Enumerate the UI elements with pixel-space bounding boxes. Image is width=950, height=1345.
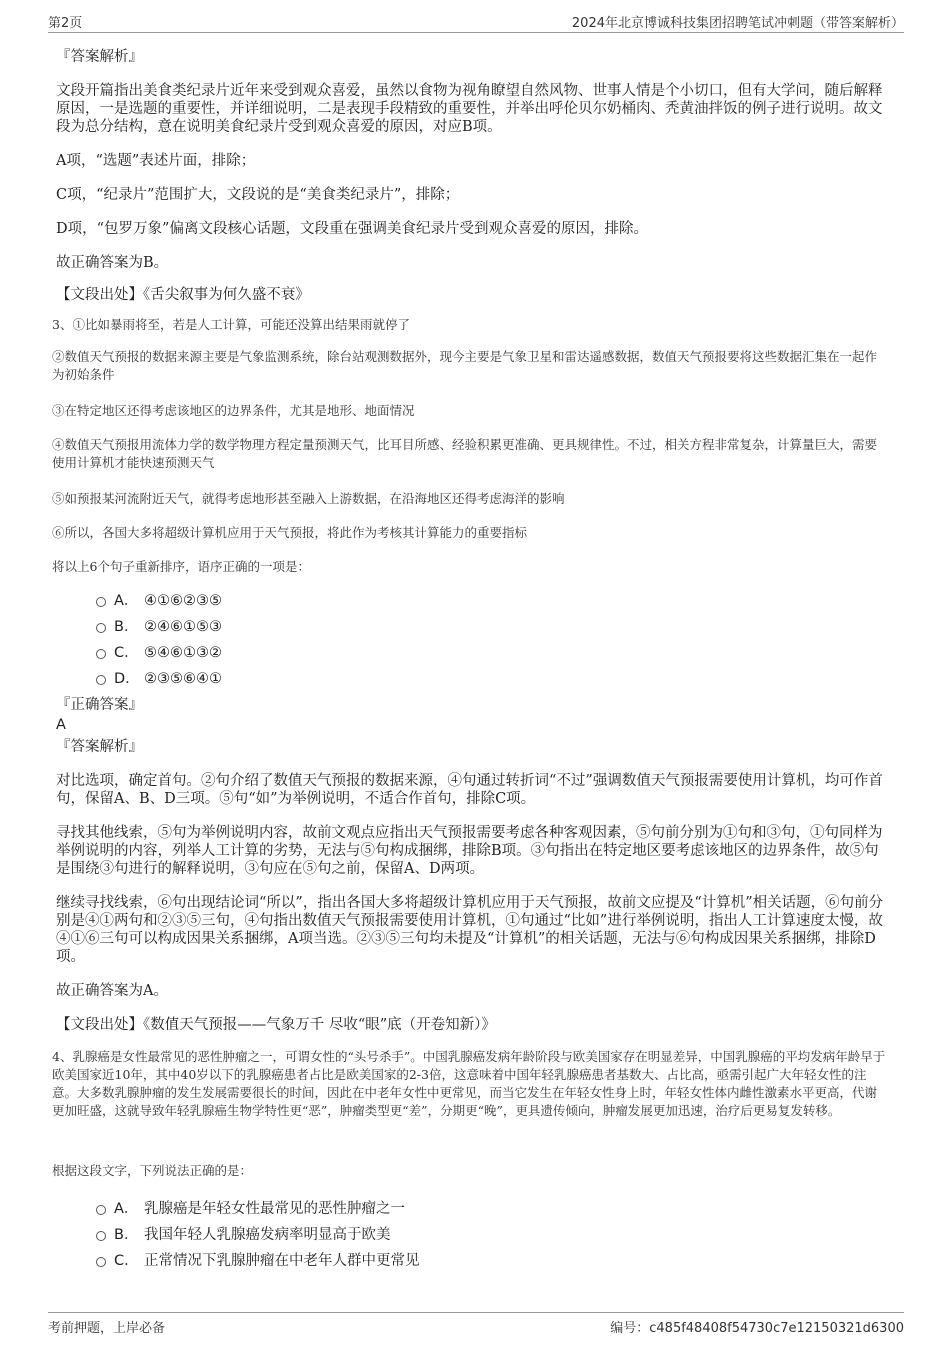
- q4-option-b[interactable]: B． 我国年轻人乳腺癌发病率明显高于欧美: [56, 1222, 656, 1248]
- radio-button-icon[interactable]: [96, 597, 106, 607]
- q3-option-d[interactable]: D． ②③⑤⑥④①: [56, 666, 656, 692]
- q3-source: 【文段出处】《数值天气预报——气象万千 尽收“眼”底（开卷知新）》: [56, 1017, 496, 1033]
- q2-analysis-paragraph: 文段开篇指出美食类纪录片近年来受到观众喜爱，虽然以食物为视角瞭望自然风物、世事人情是个小切口，但有大学问，随后解释原因，一是选题的重要性，并详细说明，二是表现手段精致的重要性，并举出呼伦贝尔奶桶肉、秃黄油拌饭的例子进行说明。故文段为总分结构，意在说明美食纪录片受到观众喜爱的原因，对应B项。: [56, 83, 883, 135]
- q2-source: 【文段出处】《舌尖叙事为何久盛不衰》: [56, 287, 310, 303]
- q3-option-b[interactable]: B． ②④⑥①⑤③: [56, 614, 656, 640]
- q3-sentence: ②数值天气预报的数据来源主要是气象监测系统，除台站观测数据外，现今主要是气象卫星和雷达遥感数据，数值天气预报要将这些数据汇集在一起作为初始条件: [52, 349, 878, 382]
- q3-answer: A: [56, 717, 66, 733]
- document-id: 编号：c485f48408f54730c7e12150321d6300: [610, 1321, 904, 1336]
- radio-button-icon[interactable]: [96, 1205, 106, 1215]
- q4-passage: 4、乳腺癌是女性最常见的恶性肿瘤之一，可谓女性的“头号杀手”。中国乳腺癌发病年龄阶段与欧美国家存在明显差异，中国乳腺癌的平均发病年龄早于欧美国家近10年，其中40岁以下的乳腺癌患者占比是欧美国家的2-3倍，这意味着中国年轻乳腺癌患者基数大、占比高，亟需引起广大年轻女性的注意。大多数乳腺肿瘤的发生发展需要很长的时间，因此在中老年女性中更常见，而当它发生在年轻女性身上时，年轻女性体内雌性激素水平更高，代谢更加旺盛，这就导致年轻乳腺癌生物学特性更“恶”，肿瘤类型更“差”，分期更“晚”，更具遗传倾向，肿瘤发展更加迅速，治疗后更易复发转移。: [52, 1049, 886, 1118]
- q3-option-a[interactable]: A． ④①⑥②③⑤: [56, 588, 656, 614]
- radio-button-icon[interactable]: [96, 1257, 106, 1267]
- page-number: 第2页: [48, 16, 83, 31]
- document-title: 2024年北京博诚科技集团招聘笔试冲刺题（带答案解析）: [571, 16, 904, 31]
- radio-button-icon[interactable]: [96, 675, 106, 685]
- q3-sentence: ③在特定地区还得考虑该地区的边界条件，尤其是地形、地面情况: [52, 403, 415, 418]
- footer-slogan: 考前押题，上岸必备: [48, 1321, 166, 1336]
- q4-options: [56, 1196, 656, 1274]
- q2-analysis-label: 『答案解析』: [56, 49, 143, 65]
- q3-options: [56, 588, 656, 692]
- q3-answer-line: 故正确答案为A。: [56, 983, 168, 999]
- radio-button-icon[interactable]: [96, 649, 106, 659]
- q3-option-c[interactable]: C． ⑤④⑥①③②: [56, 640, 656, 666]
- q3-question: 将以上6个句子重新排序，语序正确的一项是：: [52, 559, 310, 574]
- q3-analysis-paragraph: 寻找其他线索，⑤句为举例说明内容，故前文观点应指出天气预报需要考虑各种客观因素，⑤句前分别为①句和③句，①句同样为举例说明的内容，列举人工计算的劣势，无法与⑤句构成捆绑，排除B项。③句指出在特定地区要考虑该地区的边界条件，故⑤句是围绕③句进行的解释说明，③句应在⑤句之前，保留A、D两项。: [56, 825, 883, 877]
- q3-analysis-paragraph: 对比选项，确定首句。②句介绍了数值天气预报的数据来源，④句通过转折词“不过”强调数值天气预报需要使用计算机，均可作首句，保留A、B、D三项。⑤句“如”为举例说明，不适合作首句，排除C项。: [56, 773, 883, 807]
- q4-option-c[interactable]: C． 正常情况下乳腺肿瘤在中老年人群中更常见: [56, 1248, 656, 1274]
- q2-analysis-paragraph: C项，“纪录片”范围扩大，文段说的是“美食类纪录片”，排除；: [56, 187, 460, 203]
- q3-analysis-paragraph: 继续寻找线索，⑥句出现结论词“所以”，指出各国大多将超级计算机应用于天气预报，故前文应提及“计算机”相关话题，⑥句前分别是④①两句和②③⑤三句，④句指出数值天气预报需要使用计算机，①句通过“比如”进行举例说明，指出人工计算速度太慢，故④①⑥三句可以构成因果关系捆绑，A项当选。②③⑤三句均未提及“计算机”的相关话题，无法与⑥句构成因果关系捆绑，排除D项。: [56, 895, 884, 965]
- radio-button-icon[interactable]: [96, 1231, 106, 1241]
- q3-sentence: ⑥所以，各国大多将超级计算机应用于天气预报，将此作为考核其计算能力的重要指标: [52, 525, 528, 540]
- q4-option-a[interactable]: A． 乳腺癌是年轻女性最常见的恶性肿瘤之一: [56, 1196, 656, 1222]
- page-footer: [48, 1312, 904, 1339]
- q2-analysis-paragraph: D项，“包罗万象”偏离文段核心话题，文段重在强调美食纪录片受到观众喜爱的原因，排除。: [56, 221, 648, 237]
- q3-answer-label: 『正确答案』: [56, 697, 143, 713]
- q3-sentence: 3、①比如暴雨将至，若是人工计算，可能还没算出结果雨就停了: [52, 317, 410, 332]
- q3-analysis-label: 『答案解析』: [56, 739, 143, 755]
- q2-analysis-paragraph: A项，“选题”表述片面，排除；: [56, 153, 256, 169]
- radio-button-icon[interactable]: [96, 623, 106, 633]
- q4-question: 根据这段文字，下列说法正确的是：: [52, 1163, 253, 1178]
- page-header: [48, 12, 904, 33]
- q3-sentence: ⑤如预报某河流附近天气，就得考虑地形甚至融入上游数据，在沿海地区还得考虑海洋的影响: [52, 491, 565, 506]
- q2-answer-line: 故正确答案为B。: [56, 255, 169, 271]
- q3-sentence: ④数值天气预报用流体力学的数学物理方程定量预测天气，比耳目所感、经验积累更准确、更具规律性。不过，相关方程非常复杂，计算量巨大，需要使用计算机才能快速预测天气: [52, 437, 878, 470]
